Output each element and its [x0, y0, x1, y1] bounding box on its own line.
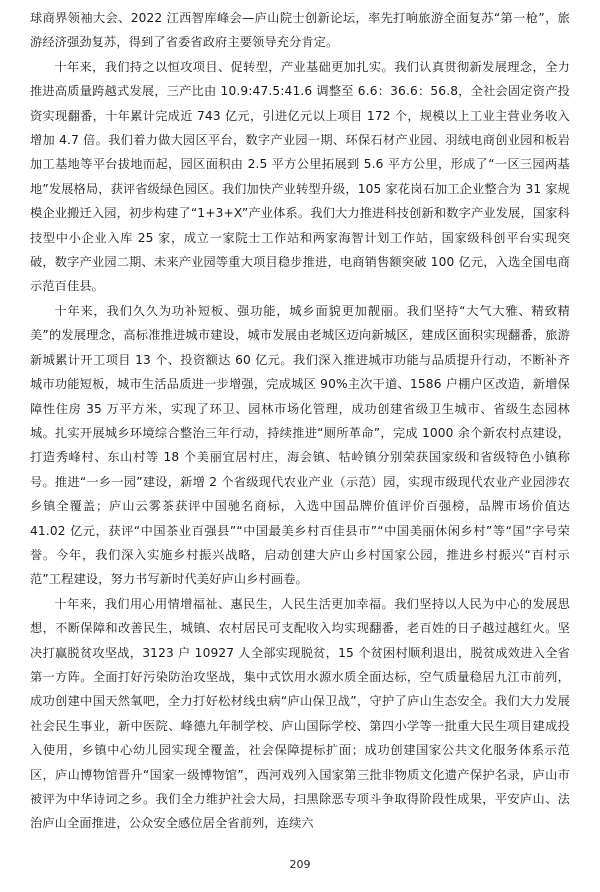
paragraph-4: 十年来，我们用心用情增福祉、惠民生，人民生活更加幸福。我们坚持以人民为中心的发展思想，不断保障和改善民生，城镇、农村居民可支配收入均实现翻番，老百姓的日子越过越红火。坚决打赢脱贫攻坚战，3123 户 10927 人全部实现脱贫，15 个贫困村顺利退出，脱贫成效进入全省第一方阵。全面打好污染防治攻坚战，集中式饮用水源水质全面达标，空气质量稳居九江市前列，成功创建中国天然氧吧，全力打好松材线虫病“庐山保卫战”，守护了庐山生态安全。我们大力发展社会民生事业，新中医院、峰德九年制学校、庐山国际学校、第四小学等一批重大民生项目建成投入使用，乡镇中心幼儿园实现全覆盖，社会保障提标扩面；成功创建国家公共文化服务体系示范区，庐山博物馆晋升“国家一级博物馆”，西河戏列入国家第三批非物质文化遗产保护名录，庐山市被评为中华诗词之乡。我们全力维护社会大局，扫黑除恶专项斗争取得阶段性成果，平安庐山、法治庐山全面推进，公众安全感位居全省前列，连续六 — [30, 596, 570, 831]
paragraph-2: 十年来，我们持之以恒攻项目、促转型，产业基础更加扎实。我们认真贯彻新发展理念，全力推进高质量跨越式发展，三产比由 10.9:47.5:41.6 调整至 6.6：36.6：56.8，全社会固定资产投资实现翻番，十年累计完成近 743 亿元，引进亿元以上项目 172 个，规模以上工业主营业务收入增加 4.7 倍。我们着力做大园区平台，数字产业园一期、环保石材产业园、羽绒电商创业园和板岩加工基地等平台拔地而起，园区面积由 2.5 平方公里拓展到 5.6 平方公里，形成了“一区三园两基地”发展格局，获评省级绿色园区。我们加快产业转型升级，105 家花岗石加工企业整合为 31 家规模企业搬迁入园，初步构建了“1+3+X”产业体系。我们大力推进科技创新和数字产业发展，国家科技型中小企业入库 25 家，成立一家院士工作站和两家海智计划工作站，国家级科创平台实现突破，数字产业园二期、未来产业园等重大项目稳步推进，电商销售额突破 100 亿元，入选全国电商示范百佳县。 — [30, 59, 570, 294]
paragraph-1: 球商界领袖大会、2022 江西智库峰会—庐山院士创新论坛，率先打响旅游全面复苏“第一枪”，旅游经济强劲复苏，得到了省委省政府主要领导充分肯定。 — [30, 11, 570, 50]
page-number: 209 — [289, 858, 311, 871]
document-body — [30, 6, 570, 836]
paragraph-3: 十年来，我们久久为功补短板、强功能，城乡面貌更加靓丽。我们坚持“大气大雅、精致精美”的发展理念，高标准推进城市建设，城市发展由老城区迈向新城区，建成区面积实现翻番，旅游新城累计开工项目 13 个、投资额达 60 亿元。我们深入推进城市功能与品质提升行动，不断补齐城市功能短板，城市生活品质进一步增强，完成城区 90%主次干道、1586 户棚户区改造，新增保障性住房 35 万平方米，实现了环卫、园林市场化管理，成功创建省级卫生城市、省级生态园林城。扎实开展城乡环境综合整治三年行动，持续推进“厕所革命”，完成 1000 余个新农村点建设，打造秀峰村、东山村等 18 个美丽宜居村庄，海会镇、牯岭镇分别荣获国家级和省级特色小镇称号。推进“一乡一园”建设，新增 2 个省级现代农业产业（示范）园，实现市级现代农业产业园涉农乡镇全覆盖；庐山云雾茶获评中国驰名商标，入选中国品牌价值评价百强榜，品牌市场价值达 41.02 亿元，获评“中国茶业百强县”“中国最美乡村百佳县市”“中国美丽休闲乡村”等“国”字号荣誉。今年，我们深入实施乡村振兴战略，启动创建大庐山乡村国家公园，推进乡村振兴“百村示范”工程建设，努力书写新时代美好庐山乡村画卷。 — [30, 303, 570, 587]
